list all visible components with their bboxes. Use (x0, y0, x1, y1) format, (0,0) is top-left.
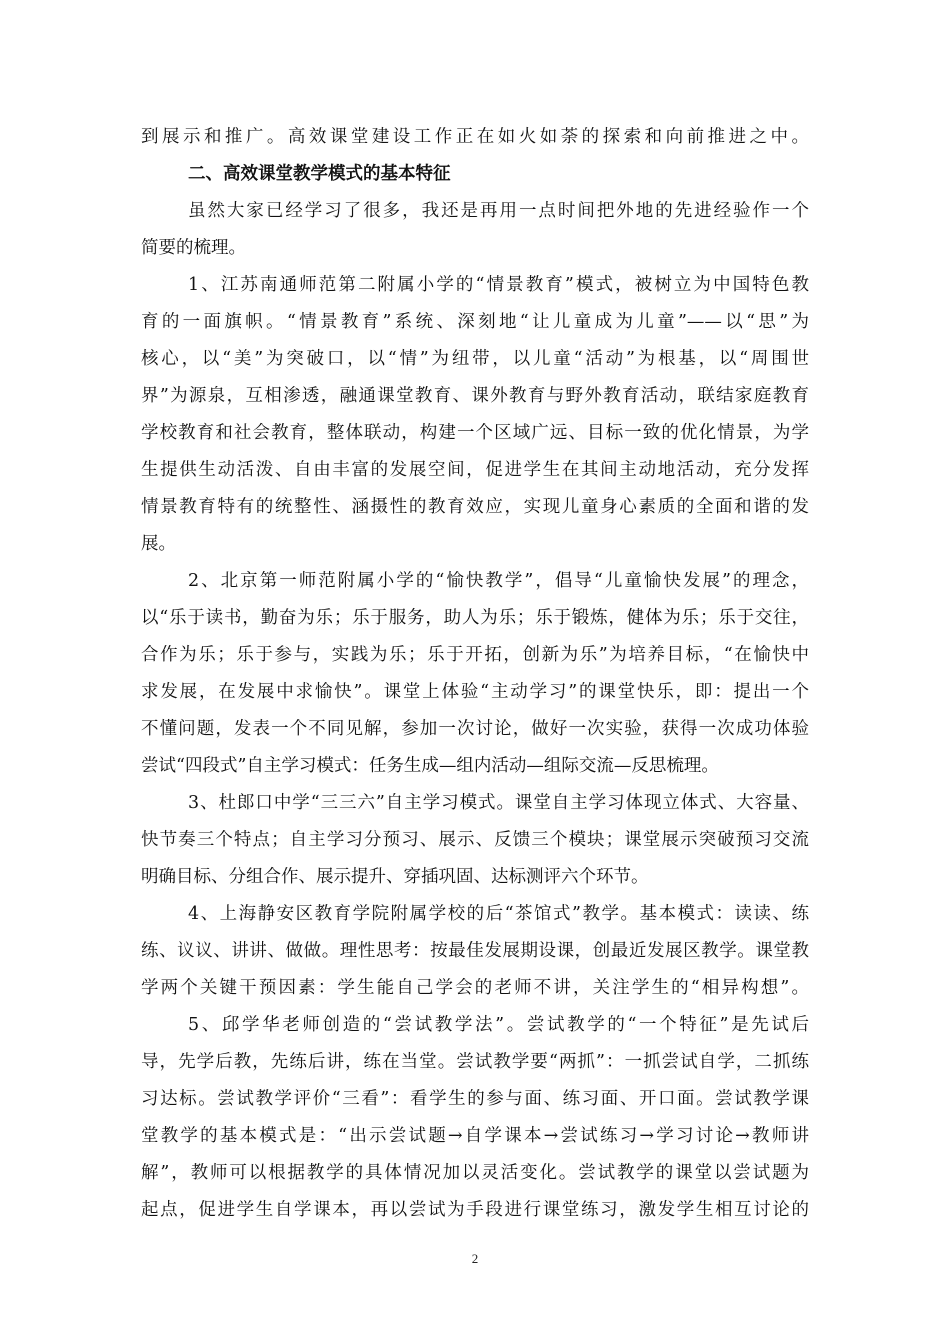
text-line: 不懂问题，发表一个不同见解，参加一次讨论，做好一次实验，获得一次成功体验 (141, 719, 809, 739)
text-line: 界”为源泉，互相渗透，融通课堂教育、课外教育与野外教育活动，联结家庭教育 (141, 386, 809, 406)
text-line: 3、杜郎口中学“三三六”自主学习模式。课堂自主学习体现立体式、大容量、 (188, 793, 809, 813)
text-line: 4、上海静安区教育学院附属学校的后“茶馆式”教学。基本模式：读读、练 (188, 904, 809, 924)
text-line: 快节奏三个特点；自主学习分预习、展示、反馈三个模块；课堂展示突破预习交流 (141, 830, 809, 850)
page-number: 2 (471, 1251, 479, 1266)
text-line: 导，先学后教，先练后讲，练在当堂。尝试教学要“两抓”：一抓尝试自学，二抓练 (141, 1052, 809, 1072)
text-line: 核心，以“美”为突破口，以“情”为纽带，以儿童“活动”为根基，以“周围世 (141, 349, 809, 369)
text-line: 生提供生动活泼、自由丰富的发展空间，促进学生在其间主动地活动，充分发挥 (141, 460, 809, 480)
text-line: 求发展，在发展中求愉快”。课堂上体验“主动学习”的课堂快乐，即：提出一个 (141, 682, 809, 702)
text-line: 展。 (141, 534, 176, 554)
text-line: 合作为乐；乐于参与，实践为乐；乐于开拓，创新为乐”为培养目标，“在愉快中 (141, 645, 809, 665)
text-line: 明确目标、分组合作、展示提升、穿插巩固、达标测评六个环节。 (141, 867, 649, 887)
text-line: 起点，促进学生自学课本，再以尝试为手段进行课堂练习，激发学生相互讨论的 (141, 1200, 809, 1220)
text-line: 学校教育和社会教育，整体联动，构建一个区域广远、目标一致的优化情景，为学 (141, 423, 809, 443)
text-line: 育的一面旗帜。“情景教育”系统、深刻地“让儿童成为儿童”——以“思”为 (141, 312, 809, 332)
text-line: 学两个关键干预因素：学生能自己学会的老师不讲，关注学生的“相异构想”。 (141, 978, 809, 998)
text-line: 2、北京第一师范附属小学的“愉快教学”，倡导“儿童愉快发展”的理念， (188, 571, 809, 591)
text-line: 堂教学的基本模式是：“出示尝试题→自学课本→尝试练习→学习讨论→教师讲 (141, 1126, 809, 1146)
text-line: 到展示和推广。高效课堂建设工作正在如火如荼的探索和向前推进之中。 (141, 127, 809, 147)
text-line: 虽然大家已经学习了很多，我还是再用一点时间把外地的先进经验作一个 (188, 201, 809, 221)
text-line: 1、江苏南通师范第二附属小学的“情景教育”模式，被树立为中国特色教 (188, 275, 809, 295)
text-line: 解”，教师可以根据教学的具体情况加以灵活变化。尝试教学的课堂以尝试题为 (141, 1163, 809, 1183)
text-line: 练、议议、讲讲、做做。理性思考：按最佳发展期设课，创最近发展区教学。课堂教 (141, 941, 809, 961)
text-line: 习达标。尝试教学评价“三看”：看学生的参与面、练习面、开口面。尝试教学课 (141, 1089, 809, 1109)
text-line: 尝试“四段式”自主学习模式：任务生成—组内活动—组际交流—反思梳理。 (141, 756, 719, 776)
text-line: 简要的梳理。 (141, 238, 246, 258)
text-line: 以“乐于读书，勤奋为乐；乐于服务，助人为乐；乐于锻炼，健体为乐；乐于交往， (141, 608, 809, 628)
text-line: 5、邱学华老师创造的“尝试教学法”。尝试教学的“一个特征”是先试后 (188, 1015, 809, 1035)
section-heading: 二、高效课堂教学模式的基本特征 (188, 164, 451, 184)
text-line: 情景教育特有的统整性、涵摄性的教育效应，实现儿童身心素质的全面和谐的发 (141, 497, 809, 517)
